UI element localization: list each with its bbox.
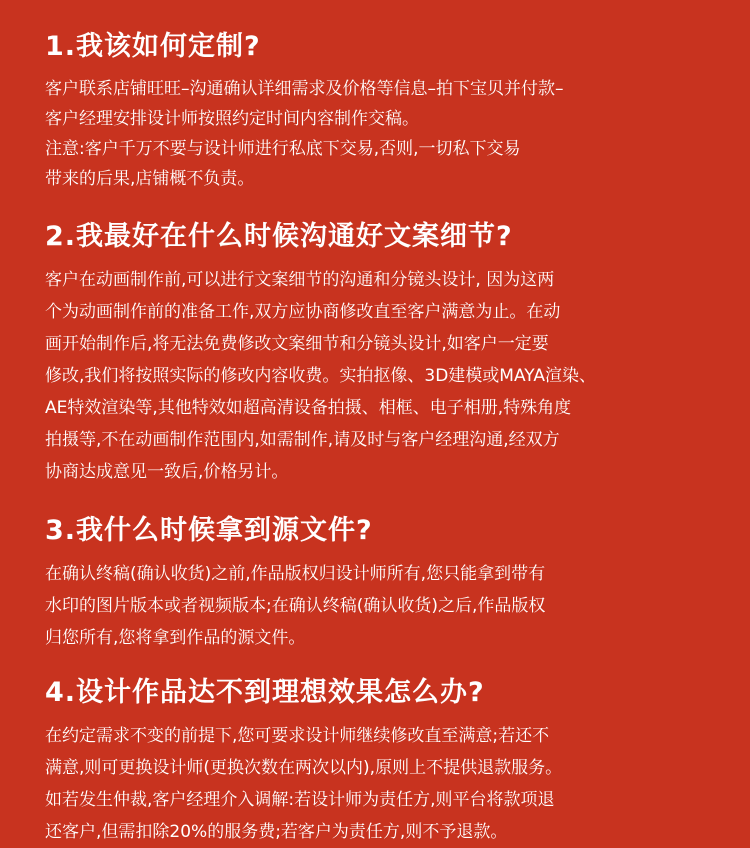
answer-line: 客户联系店铺旺旺–沟通确认详细需求及价格等信息–拍下宝贝并付款–	[45, 79, 564, 99]
answer-line: 归您所有,您将拿到作品的源文件。	[45, 628, 306, 648]
faq-answer	[45, 720, 750, 848]
faq-section-source-files	[45, 514, 750, 654]
answer-line: 水印的图片版本或者视频版本;在确认终稿(确认收货)之后,作品版权	[45, 596, 546, 616]
faq-question-title: 2.我最好在什么时候沟通好文案细节?	[45, 221, 513, 252]
answer-line: 在约定需求不变的前提下,您可要求设计师继续修改直至满意;若还不	[45, 726, 550, 746]
faq-question-title: 3.我什么时候拿到源文件?	[45, 515, 373, 546]
answer-line: 注意:客户千万不要与设计师进行私底下交易,否则,一切私下交易	[45, 139, 521, 159]
answer-line: 客户经理安排设计师按照约定时间内容制作交稿。	[45, 109, 419, 129]
answer-line: 修改,我们将按照实际的修改内容收费。实拍抠像、3D建模或MAYA渲染、	[45, 366, 596, 386]
answer-line: 如若发生仲裁,客户经理介入调解:若设计师为责任方,则平台将款项退	[45, 790, 555, 810]
faq-answer	[45, 558, 750, 654]
answer-line: 客户在动画制作前,可以进行文案细节的沟通和分镜头设计, 因为这两	[45, 270, 555, 290]
answer-line: AE特效渲染等,其他特效如超高清设备拍摄、相框、电子相册,特殊角度	[45, 398, 572, 418]
answer-line: 带来的后果,店铺概不负责。	[45, 169, 255, 189]
answer-line: 拍摄等,不在动画制作范围内,如需制作,请及时与客户经理沟通,经双方	[45, 430, 560, 450]
answer-line: 画开始制作后,将无法免费修改文案细节和分镜头设计,如客户一定要	[45, 334, 549, 354]
faq-question-title: 4.设计作品达不到理想效果怎么办?	[45, 677, 485, 708]
faq-section-how-to-order	[45, 30, 750, 194]
faq-answer	[45, 74, 750, 194]
answer-line: 协商达成意见一致后,价格另计。	[45, 462, 289, 482]
answer-line: 在确认终稿(确认收货)之前,作品版权归设计师所有,您只能拿到带有	[45, 564, 546, 584]
faq-section-unsatisfied	[45, 676, 750, 848]
faq-section-copy-details	[45, 220, 750, 488]
answer-line: 满意,则可更换设计师(更换次数在两次以内),原则上不提供退款服务。	[45, 758, 563, 778]
answer-line: 个为动画制作前的准备工作,双方应协商修改直至客户满意为止。在动	[45, 302, 561, 322]
faq-answer	[45, 264, 750, 488]
answer-line: 还客户,但需扣除20%的服务费;若客户为责任方,则不予退款。	[45, 822, 508, 842]
faq-question-title: 1.我该如何定制?	[45, 31, 261, 62]
